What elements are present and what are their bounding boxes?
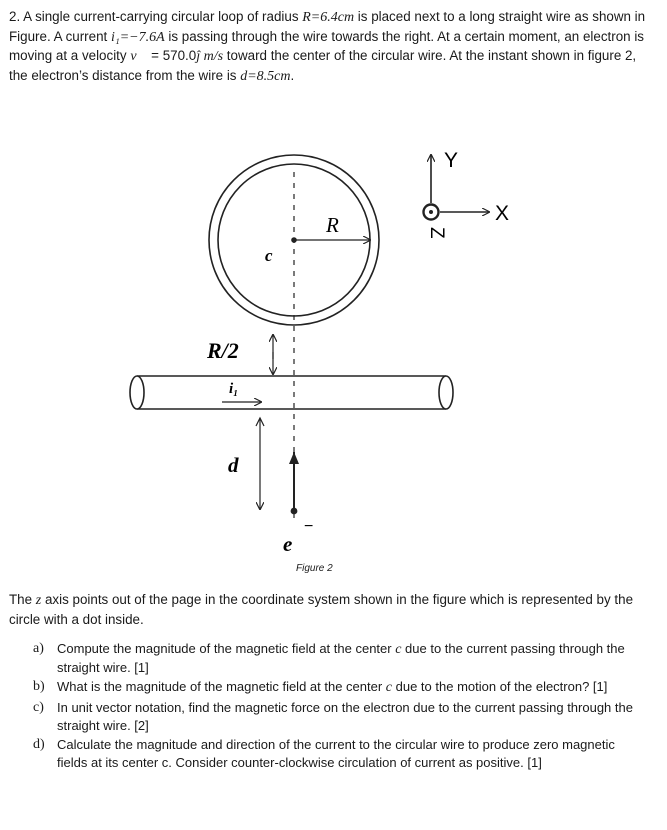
intro-text-3: is passing through the wire towards the right. At a certain moment, an electron is moving at a velocity <box>9 28 645 64</box>
velocity-value: = 570.0 <box>147 48 197 64</box>
intro-text-5: toward the center of the circular wire. At the instant shown in figure 2, the electron’s distance from the wire is <box>9 48 637 83</box>
figure-caption: Figure 2 <box>296 563 333 574</box>
label-e-minus: − <box>304 518 314 535</box>
z-axis-note <box>9 591 654 629</box>
question-c-label: c) <box>33 699 44 715</box>
electron-velocity-arrowhead <box>289 452 299 464</box>
axis-label-x: X <box>495 202 510 225</box>
question-b-text-2: due to the motion of the electron? [1] <box>392 679 608 695</box>
question-d-text: Calculate the magnitude and direction of the current to the circular wire to produce zero magnetic fields at its center c. Consider counter-clockwise circulation of current as positive. [1] <box>57 737 615 771</box>
question-a-label: a) <box>33 641 44 656</box>
question-a-symbol: c <box>395 642 402 657</box>
problem-number: 2. <box>9 9 21 24</box>
intro-text-1: A single current-carrying circular loop of radius <box>23 9 303 24</box>
axis-label-y: Y <box>444 149 459 172</box>
distance-value: d=8.5cm <box>240 68 291 84</box>
question-c-text: In unit vector notation, find the magnetic force on the electron due to the current passing through the straight wire. [2] <box>57 699 633 733</box>
z-axis-text-1: The <box>9 592 36 607</box>
question-d <box>33 736 633 772</box>
axis-label-z: Z <box>426 227 447 239</box>
velocity-symbol: v⃗ <box>130 49 148 65</box>
question-d-label: d) <box>33 737 45 753</box>
current-value: i₁=−7.6A <box>110 29 165 45</box>
z-symbol: z <box>35 593 42 608</box>
electron-dot <box>291 508 298 515</box>
label-d: d <box>228 453 239 477</box>
question-a-text-2: due to the current passing through the straight wire. [1] <box>57 641 625 676</box>
intro-text-6: . <box>290 67 295 83</box>
z-axis-text-2: axis points out of the page in the coordinate system shown in the figure which is represented by the circle with a dot inside. <box>9 592 634 627</box>
question-c <box>33 699 633 735</box>
wire-left-end <box>130 376 144 409</box>
question-a-text-1: Compute the magnitude of the magnetic field at the center <box>57 641 396 656</box>
question-b-label: b) <box>33 679 45 695</box>
wire-right-end <box>439 376 453 409</box>
label-i1: i₁ <box>229 381 239 397</box>
intro-text-2: is placed next to a long straight wire as shown in Figure. A current <box>9 9 646 44</box>
question-list <box>33 640 633 773</box>
velocity-unit: ĵ m/s <box>196 49 224 65</box>
label-e: e <box>283 532 293 556</box>
z-axis-center-dot <box>429 210 433 214</box>
question-a <box>33 640 633 677</box>
label-R: R <box>326 213 339 237</box>
label-R-half: R/2 <box>207 338 239 363</box>
radius-value: R=6.4cm <box>302 10 355 25</box>
question-b-text-1: What is the magnitude of the magnetic field at the center <box>57 679 386 695</box>
question-b <box>33 678 633 697</box>
question-b-symbol: c <box>385 680 393 696</box>
label-c: c <box>265 246 273 265</box>
